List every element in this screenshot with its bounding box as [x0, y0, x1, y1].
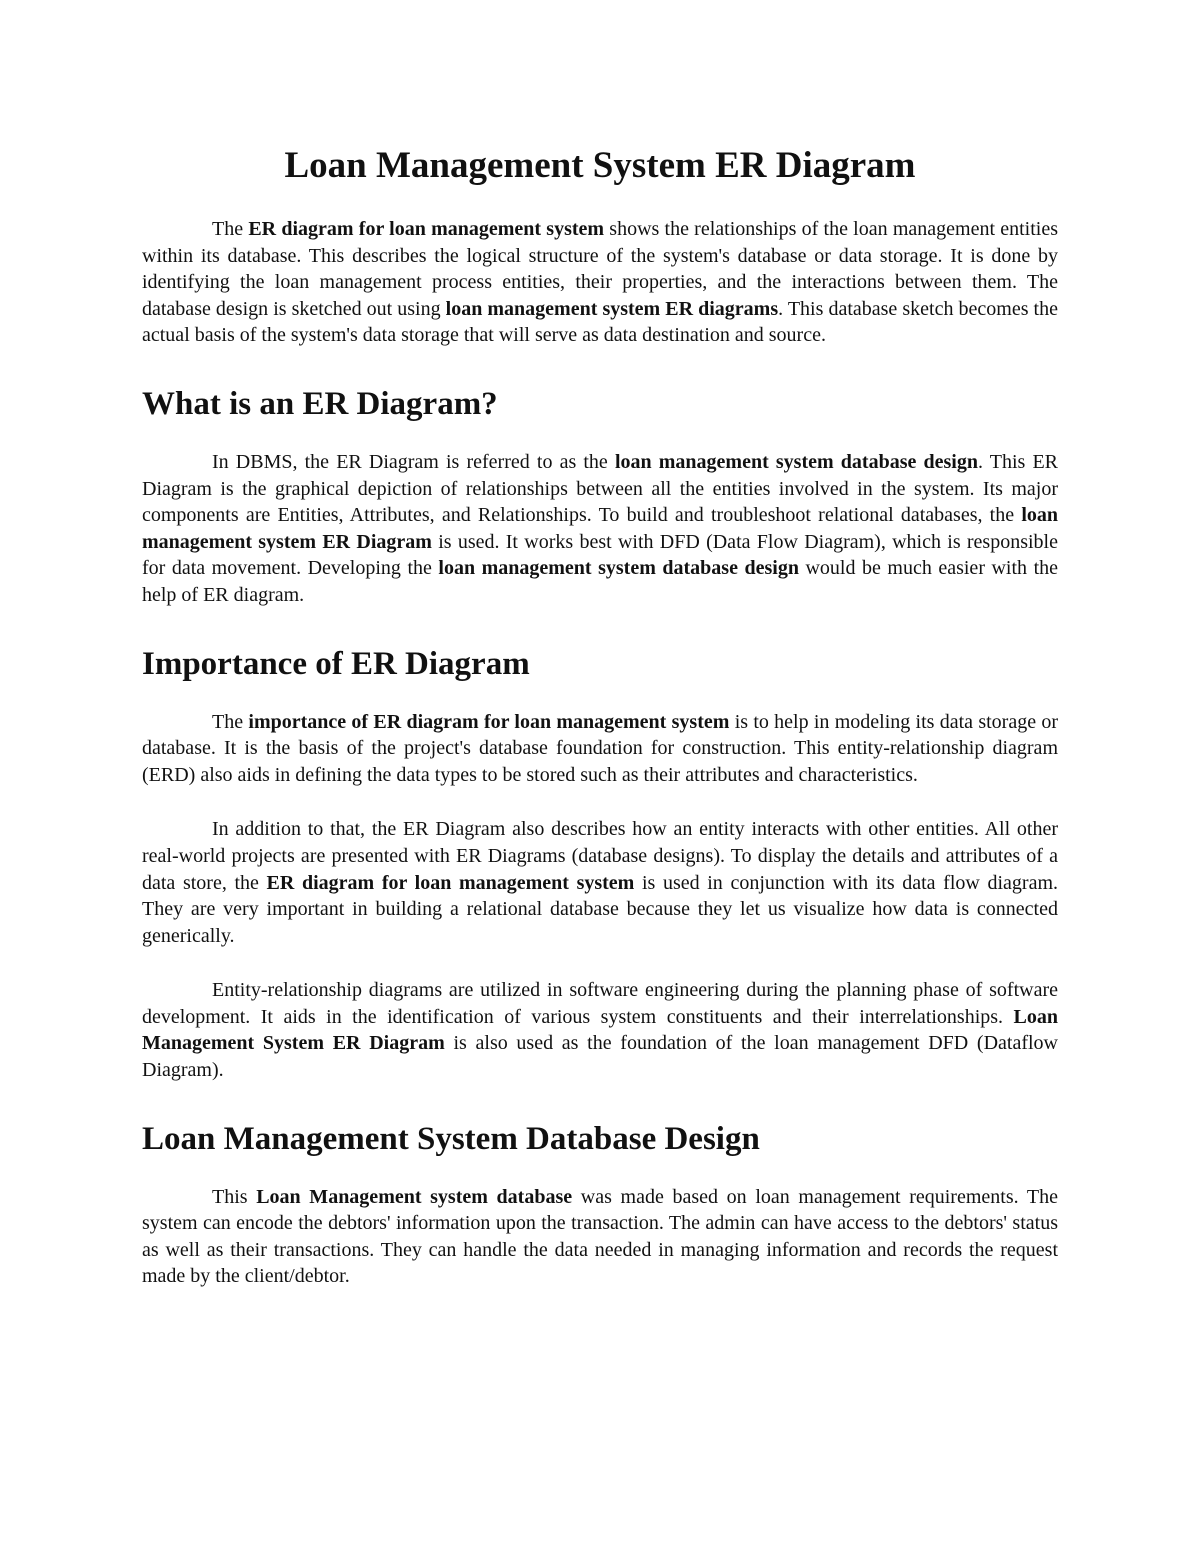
what-is-er-paragraph: In DBMS, the ER Diagram is referred to as the loan management system database design. This ER Diagram is the graphical depiction of relationships between all the entities involved in the system. Its major components are Entities, Attributes, and Relationships. To build and troubleshoot relational databases, the loan management system ER Diagram is used. It works best with DFD (Data Flow Diagram), which is responsible for data movement. Developing the loan management system database design would be much easier with the help of ER diagram.: [142, 450, 1059, 606]
intro-paragraph: The ER diagram for loan management system shows the relationships of the loan management entities within its database. This describes the logical structure of the system's database or data storage. It is done by identifying the loan management process entities, their properties, and the interactions between them. The database design is sketched out using loan management system ER diagrams. This database sketch becomes the actual basis of the system's data storage that will serve as data destination and source.: [142, 218, 1058, 347]
importance-paragraph-2: In addition to that, the ER Diagram also describes how an entity interacts with other entities. All other real-world projects are presented with ER Diagrams (database designs). To display the details and attributes of a data store, the ER diagram for loan management system is used in conjunction with its data flow diagram. They are very important in building a relational database because they let us visualize how data is connected generically.: [142, 818, 1059, 947]
section-heading-database-design: Loan Management System Database Design: [142, 1120, 760, 1157]
section-heading-importance: Importance of ER Diagram: [142, 645, 530, 682]
document-page: [142, 140, 1058, 1318]
page-title: Loan Management System ER Diagram: [284, 145, 916, 186]
importance-paragraph-1: The importance of ER diagram for loan management system is to help in modeling its data storage or database. It is the basis of the project's database foundation for construction. This entity-relationship diagram (ERD) also aids in defining the data types to be stored such as their attributes and characteristics.: [142, 710, 1059, 786]
section-heading-what-is-er: What is an ER Diagram?: [142, 385, 498, 422]
importance-paragraph-3: Entity-relationship diagrams are utilized in software engineering during the planning phase of software development. It aids in the identification of various system constituents and their interrelationships. Loan Management System ER Diagram is also used as the foundation of the loan management DFD (Dataflow Diagram).: [142, 979, 1058, 1082]
database-design-paragraph: This Loan Management system database was made based on loan management requirements. The system can encode the debtors' information upon the transaction. The admin can have access to the debtors' status as well as their transactions. They can handle the data needed in managing information and records the request made by the client/debtor.: [142, 1185, 1058, 1288]
